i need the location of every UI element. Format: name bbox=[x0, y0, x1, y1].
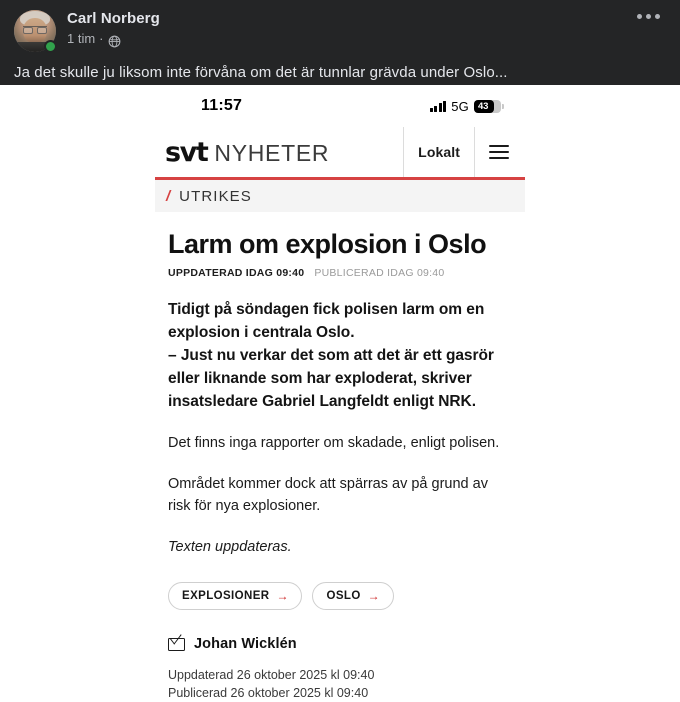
battery-nub bbox=[502, 104, 504, 109]
tag-explosioner[interactable] bbox=[168, 582, 302, 610]
globe-icon[interactable] bbox=[108, 35, 121, 48]
article-paragraph-3: Texten uppdateras. bbox=[168, 539, 292, 555]
avatar[interactable] bbox=[14, 10, 56, 52]
article-lead bbox=[168, 298, 512, 413]
signal-bar bbox=[430, 108, 433, 112]
hamburger-line bbox=[489, 151, 509, 153]
hamburger-menu-icon bbox=[489, 145, 509, 159]
svt-nyheter-logo[interactable] bbox=[165, 137, 329, 168]
signal-bar bbox=[443, 101, 446, 112]
battery-icon bbox=[474, 100, 501, 113]
footer-published-date: Publicerad 26 oktober 2025 kl 09:40 bbox=[168, 686, 369, 700]
tag-label: EXPLOSIONER bbox=[182, 590, 270, 602]
online-status-indicator bbox=[44, 40, 57, 53]
published-stamp: PUBLICERAD IDAG 09:40 bbox=[314, 267, 445, 279]
svt-logo-text: svt bbox=[165, 136, 208, 168]
hamburger-menu-button[interactable] bbox=[474, 127, 523, 177]
footer-updated-date: Uppdaterad 26 oktober 2025 kl 09:40 bbox=[168, 668, 375, 682]
post-timestamp[interactable]: 1 tim bbox=[67, 31, 96, 46]
post-author-name[interactable]: Carl Norberg bbox=[67, 10, 160, 27]
battery-percent-label: 43 bbox=[478, 100, 489, 112]
phone-status-bar bbox=[155, 85, 525, 127]
article-lead-line1: Tidigt på söndagen fick polisen larm om en explosion i centrala Oslo. bbox=[168, 301, 485, 341]
updated-stamp: UPPDATERAD IDAG 09:40 bbox=[168, 267, 305, 279]
article-lead-line2: – Just nu verkar det som att det är ett gasrör eller liknande som har exploderat, skriver insatsledare Gabriel Langfeldt enligt NRK. bbox=[168, 347, 494, 410]
post-author-row bbox=[14, 8, 666, 52]
menu-dot bbox=[646, 14, 651, 19]
svt-masthead bbox=[155, 127, 525, 180]
article-footer-dates bbox=[168, 666, 512, 702]
nyheter-logo-text: NYHETER bbox=[214, 139, 330, 166]
byline-author-name: Johan Wicklén bbox=[194, 636, 297, 652]
facebook-post-header bbox=[0, 0, 680, 85]
more-options-icon[interactable] bbox=[637, 14, 660, 19]
arrow-right-icon: → bbox=[276, 589, 289, 603]
status-bar-indicators bbox=[430, 99, 501, 114]
article-paragraph-1: Det finns inga rapporter om skadade, enligt polisen. bbox=[168, 435, 500, 451]
status-bar-clock: 11:57 bbox=[201, 97, 243, 114]
hamburger-line bbox=[489, 157, 509, 159]
meta-separator: · bbox=[99, 31, 104, 46]
phone-screen bbox=[155, 85, 525, 702]
tag-oslo[interactable] bbox=[312, 582, 393, 610]
post-meta bbox=[67, 30, 160, 48]
network-type-label: 5G bbox=[451, 98, 469, 114]
tag-label: OSLO bbox=[326, 590, 361, 602]
post-author-info bbox=[67, 8, 160, 48]
breadcrumb-category[interactable]: UTRIKES bbox=[179, 187, 252, 205]
envelope-icon bbox=[168, 638, 185, 651]
menu-dot bbox=[637, 14, 642, 19]
lokalt-label: Lokalt bbox=[418, 144, 460, 160]
article-byline[interactable] bbox=[168, 636, 512, 652]
article-body bbox=[155, 212, 525, 702]
article-paragraph-2: Området kommer dock att spärras av på grund av risk för nya explosioner. bbox=[168, 476, 488, 514]
lokalt-button[interactable] bbox=[403, 127, 474, 177]
article-timestamps bbox=[168, 267, 512, 279]
hamburger-line bbox=[489, 145, 509, 147]
breadcrumb[interactable] bbox=[155, 180, 525, 212]
avatar-glasses bbox=[23, 26, 47, 32]
arrow-right-icon: → bbox=[367, 589, 380, 603]
cellular-signal-icon bbox=[430, 101, 447, 112]
signal-bar bbox=[439, 103, 442, 112]
breadcrumb-slash-icon: / bbox=[166, 187, 171, 205]
article-headline: Larm om explosion i Oslo bbox=[168, 229, 487, 259]
attached-screenshot[interactable] bbox=[0, 85, 680, 702]
signal-bar bbox=[434, 106, 437, 112]
post-text: Ja det skulle ju liksom inte förvåna om det är tunnlar grävda under Oslo... bbox=[14, 64, 508, 81]
masthead-actions bbox=[403, 127, 523, 177]
article-tags bbox=[168, 582, 512, 610]
menu-dot bbox=[655, 14, 660, 19]
